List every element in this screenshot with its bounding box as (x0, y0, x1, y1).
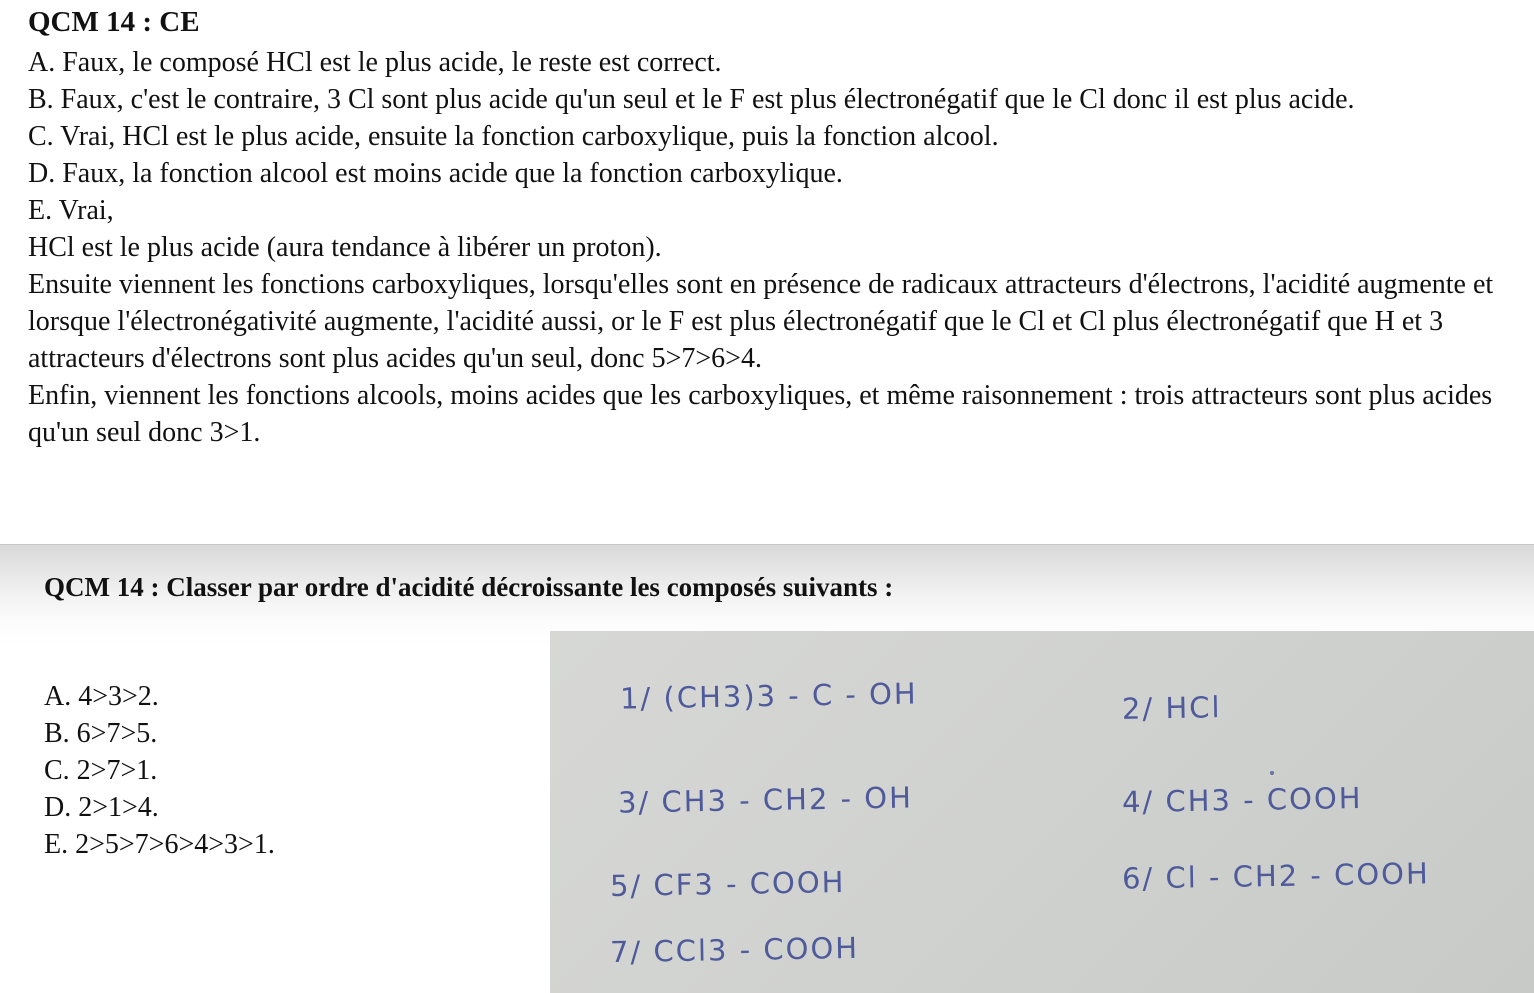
answer-line-a: A. Faux, le composé HCl est le plus acide, le reste est correct. (28, 47, 722, 78)
compound-6: 6/ Cl - CH2 - COOH (1121, 856, 1431, 896)
answer-line-b: B. Faux, c'est le contraire, 3 Cl sont plus acide qu'un seul et le F est plus électronégatif que le Cl donc il est plus acide. (28, 84, 1355, 115)
handwritten-compounds-photo (550, 631, 1534, 993)
compound-2: 2/ HCl (1121, 690, 1222, 726)
answer-title: QCM 14 : CE (28, 6, 200, 38)
option-c: C. 2>7>1. (44, 755, 158, 786)
answer-explanation-hcl: HCl est le plus acide (aura tendance à libérer un proton). (28, 232, 662, 263)
answer-explanation-alcohol: Enfin, viennent les fonctions alcools, moins acides que les carboxyliques, et même raisonnement : trois attracteurs sont plus acides qu'un seul donc 3>1. (28, 380, 1493, 448)
answer-line-d: D. Faux, la fonction alcool est moins acide que la fonction carboxylique. (28, 158, 843, 189)
answer-line-c: C. Vrai, HCl est le plus acide, ensuite la fonction carboxylique, puis la fonction alcool. (28, 121, 999, 152)
compound-7: 7/ CCl3 - COOH (609, 930, 860, 970)
compound-5: 5/ CF3 - COOH (609, 864, 846, 904)
answer-explanation-carboxylic: Ensuite viennent les fonctions carboxyliques, lorsqu'elles sont en présence de radicaux attracteurs d'électrons, l'acidité augmente et lorsque l'électronégativité augmente, l'acidité aussi, or le F est plus électronégatif que le Cl et Cl plus électronégatif que H et 3 attracteurs d'électrons sont plus acides qu'un seul, donc 5>7>6>4. (28, 269, 1494, 374)
option-d: D. 2>1>4. (44, 792, 159, 823)
question-options (44, 678, 275, 863)
compound-4: 4/ CH3 - COOH (1121, 780, 1363, 820)
answer-line-e: E. Vrai, (28, 195, 114, 226)
photo-speck (1270, 771, 1274, 775)
compound-1: 1/ (CH3)3 - C - OH (619, 676, 918, 716)
question-section (0, 544, 1534, 993)
option-a: A. 4>3>2. (44, 681, 159, 712)
option-b: B. 6>7>5. (44, 718, 158, 749)
answer-section (28, 0, 1508, 451)
question-title: QCM 14 : Classer par ordre d'acidité décroissante les composés suivants : (44, 572, 894, 602)
option-e: E. 2>5>7>6>4>3>1. (44, 829, 275, 860)
compound-3: 3/ CH3 - CH2 - OH (617, 780, 914, 820)
